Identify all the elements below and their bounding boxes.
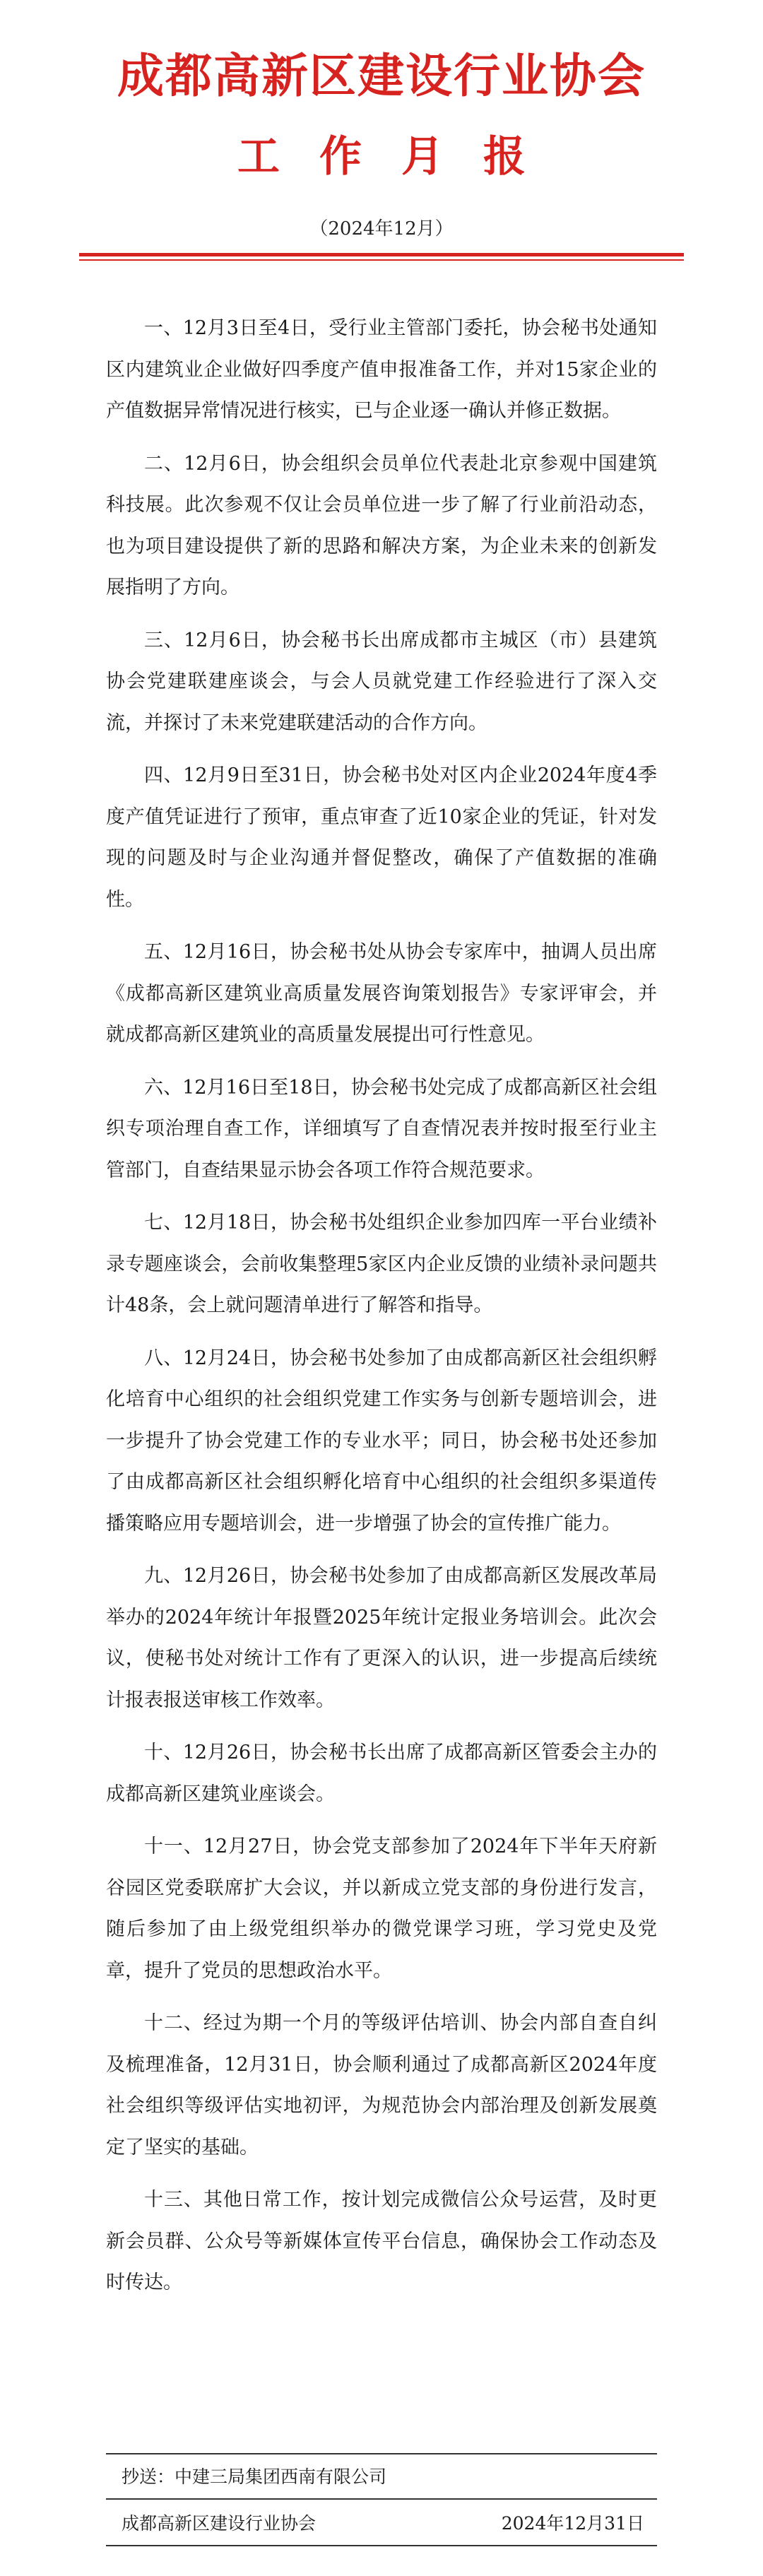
work-item-3: 三、12月6日，协会秘书长出席成都市主城区（市）县建筑协会党建联建座谈会，与会人员就党建工作经验进行了深入交流，并探讨了未来党建联建活动的合作方向。 [106,629,657,734]
work-item-10: 十、12月26日，协会秘书长出席了成都高新区管委会主办的成都高新区建筑业座谈会。 [106,1742,657,1805]
issuing-organization: 成都高新区建设行业协会 [122,2513,317,2534]
issuer-line [122,2508,644,2539]
work-item-7: 七、12月18日，协会秘书处组织企业参加四库一平台业绩补录专题座谈会，会前收集整理5家区内企业反馈的业绩补录问题共计48条，会上就问题清单进行了解答和指导。 [106,1212,657,1316]
work-item-5: 五、12月16日，协会秘书处从协会专家库中，抽调人员出席《成都高新区建筑业高质量发展咨询策划报告》专家评审会，并就成都高新区建筑业的高质量发展提出可行性意见。 [106,941,657,1046]
work-item-6: 六、12月16日至18日，协会秘书处完成了成都高新区社会组织专项治理自查工作，详细填写了自查情况表并按时报至行业主管部门，自查结果显示协会各项工作符合规范要求。 [106,1076,657,1181]
issue-date: （2024年12月） [309,218,454,240]
report-title: 工作月报 [237,132,565,182]
red-divider-thin [79,259,684,261]
document-header [0,0,763,261]
work-item-4: 四、12月9日至31日，协会秘书处对区内企业2024年度4季度产值凭证进行了预审，重点审查了近10家企业的凭证，针对发现的问题及时与企业沟通并督促整改，确保了产值数据的准确性。 [106,764,657,911]
footer-divider-bottom [106,2545,657,2546]
work-item-8: 八、12月24日，协会秘书处参加了由成都高新区社会组织孵化培育中心组织的社会组织党建工作实务与创新专题培训会，进一步提升了协会党建工作的专业水平；同日，协会秘书处还参加了由成都高新区社会组织孵化培育中心组织的社会组织多渠道传播策略应用专题培训会，进一步增强了协会的宣传推广能力。 [106,1347,657,1535]
work-item-11: 十一、12月27日，协会党支部参加了2024年下半年天府新谷园区党委联席扩大会议，并以新成立党支部的身份进行发言，随后参加了由上级党组织举办的微党课学习班，学习党史及党章，提升了党员的思想政治水平。 [106,1836,657,1982]
work-item-2: 二、12月6日，协会组织会员单位代表赴北京参观中国建筑科技展。此次参观不仅让会员单位进一步了解了行业前沿动态，也为项目建设提供了新的思路和解决方案，为企业未来的创新发展指明了方向。 [106,452,657,598]
work-item-12: 十二、经过为期一个月的等级评估培训、协会内部自查自纠及梳理准备，12月31日，协会顺利通过了成都高新区2024年度社会组织等级评估实地初评，为规范协会内部治理及创新发展奠定了坚实的基础。 [106,2012,657,2158]
report-body [106,308,657,2315]
footer-divider-middle [106,2498,657,2500]
work-item-9: 九、12月26日，协会秘书处参加了由成都高新区发展改革局举办的2024年统计年报暨2025年统计定报业务培训会。此次会议，使秘书处对统计工作有了更深入的认识，进一步提高后续统计报表报送审核工作效率。 [106,1565,657,1711]
issue-date-footer: 2024年12月31日 [501,2513,644,2534]
red-divider-thick [79,253,684,256]
footer-divider-top [106,2453,657,2454]
work-item-13: 十三、其他日常工作，按计划完成微信公众号运营，及时更新会员群、公众号等新媒体宣传平台信息，确保协会工作动态及时传达。 [106,2189,657,2293]
cc-recipients: 抄送：中建三局集团西南有限公司 [122,2466,387,2487]
work-item-1: 一、12月3日至4日，受行业主管部门委托，协会秘书处通知区内建筑业企业做好四季度产值申报准备工作，并对15家企业的产值数据异常情况进行核实，已与企业逐一确认并修正数据。 [106,317,657,422]
organization-title: 成都高新区建设行业协会 [117,48,646,103]
